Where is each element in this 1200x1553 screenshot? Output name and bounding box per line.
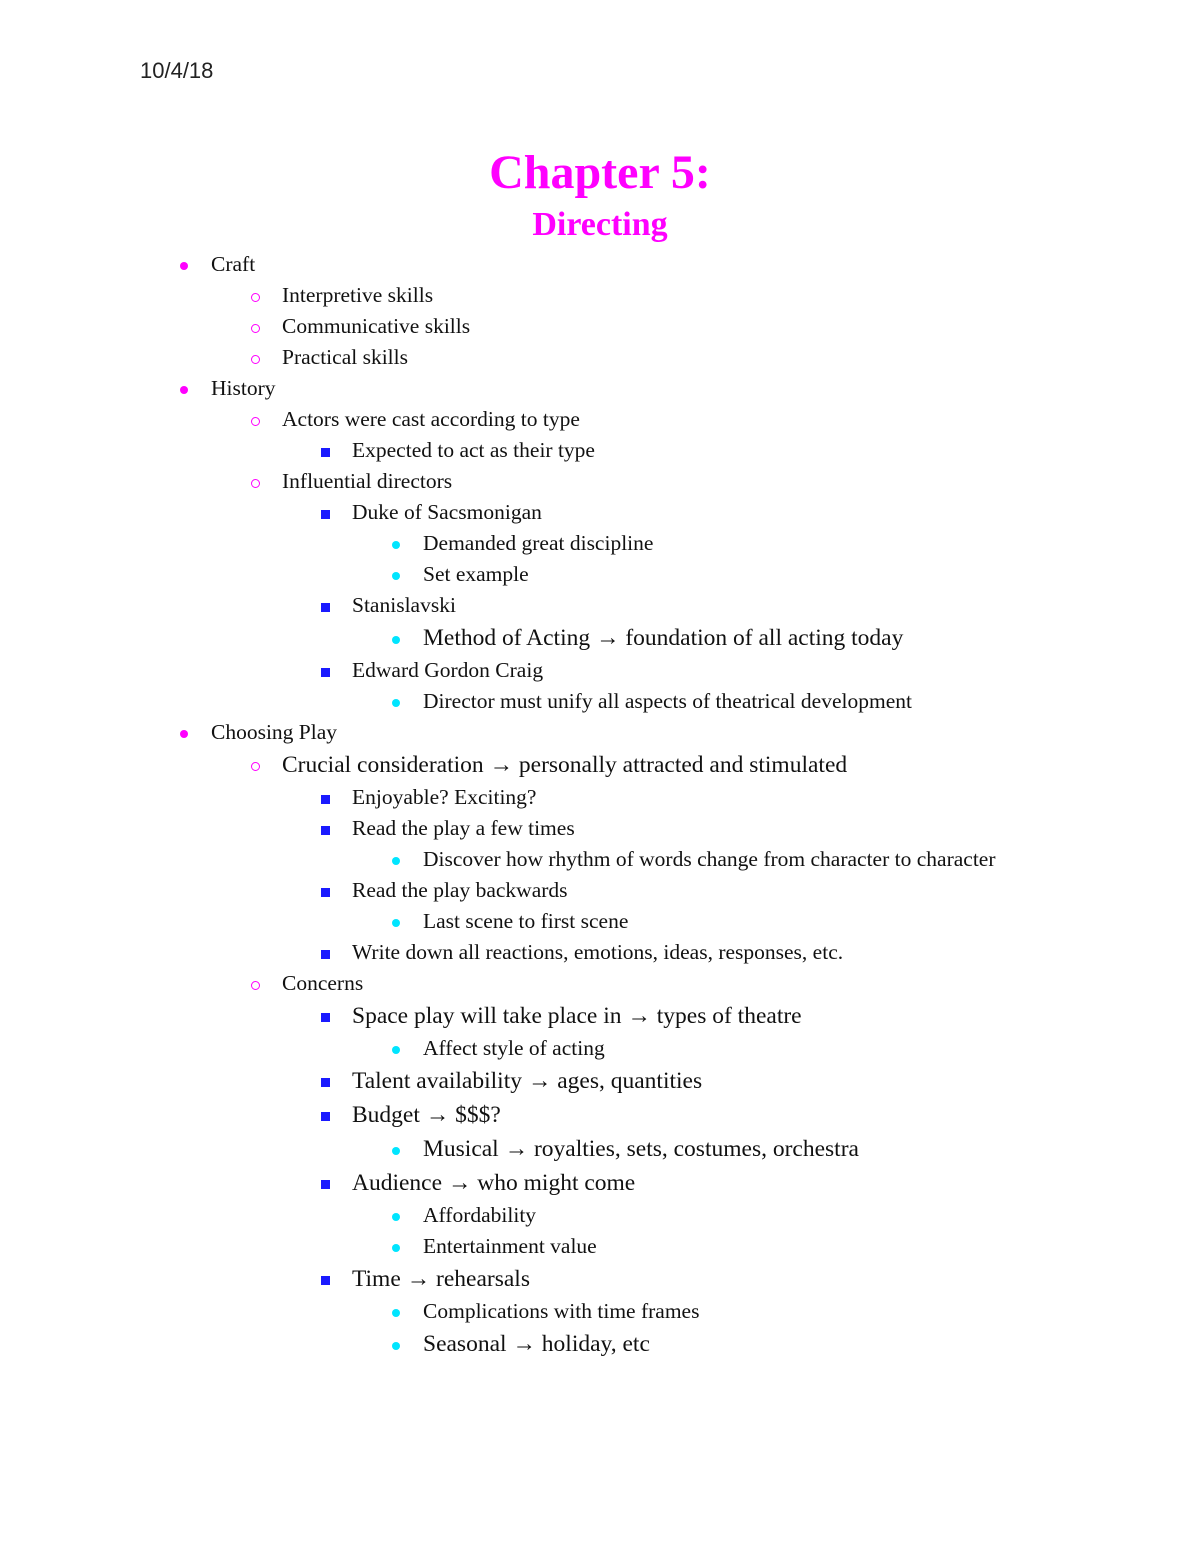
filled-square-icon [318, 782, 332, 813]
outline-item-text: Enjoyable? Exciting? [352, 785, 537, 809]
filled-circle-icon [389, 1200, 403, 1231]
outline-item-level-1 [0, 249, 1200, 280]
filled-circle-icon [389, 559, 403, 590]
outline-item-level-4 [0, 1033, 1200, 1064]
outline-item-text: Complications with time frames [423, 1299, 700, 1323]
outline-item-text: Duke of Sacsmonigan [352, 500, 542, 524]
outline-item-text: Crucial consideration → personally attracted and stimulated [282, 752, 848, 778]
outline-item-level-3 [0, 1098, 1200, 1132]
outline-item-level-2 [0, 280, 1200, 311]
outline-item-level-3 [0, 1262, 1200, 1296]
filled-square-icon-mark [321, 795, 330, 804]
filled-square-icon-mark [321, 826, 330, 835]
outline-item-text: Interpretive skills [282, 283, 434, 307]
filled-circle-icon-mark [392, 1342, 400, 1350]
filled-circle-icon-mark [392, 919, 400, 927]
outline-item-text: Influential directors [282, 469, 453, 493]
filled-circle-icon [389, 528, 403, 559]
outline-item-text: Musical → royalties, sets, costumes, orchestra [423, 1136, 859, 1162]
chapter-title: Chapter 5: [489, 146, 711, 199]
filled-square-icon-mark [321, 1112, 330, 1121]
hollow-circle-icon [248, 311, 262, 342]
outline-item-text: History [211, 376, 276, 400]
hollow-circle-icon-mark [251, 981, 260, 990]
filled-circle-icon [177, 249, 191, 280]
filled-square-icon [318, 999, 332, 1033]
filled-circle-icon [389, 906, 403, 937]
hollow-circle-icon [248, 968, 262, 999]
filled-circle-icon-mark [392, 636, 400, 644]
filled-circle-icon [389, 621, 403, 655]
outline-item-text: Method of Acting → foundation of all acting today [423, 625, 904, 651]
outline-item-text: Entertainment value [423, 1234, 597, 1258]
filled-circle-icon-mark [180, 262, 188, 270]
outline-item-text: Affordability [423, 1203, 537, 1227]
hollow-circle-icon [248, 342, 262, 373]
filled-square-icon-mark [321, 1078, 330, 1087]
filled-circle-icon [177, 717, 191, 748]
outline-item-level-4 [0, 559, 1200, 590]
outline-item-level-3 [0, 435, 1200, 466]
outline-item-level-2 [0, 342, 1200, 373]
hollow-circle-icon-mark [251, 417, 260, 426]
outline-item-level-3 [0, 1064, 1200, 1098]
outline-item-text: Read the play backwards [352, 878, 568, 902]
outline-item-level-4 [0, 686, 1200, 717]
filled-circle-icon-mark [392, 1213, 400, 1221]
filled-square-icon-mark [321, 1013, 330, 1022]
filled-square-icon [318, 1166, 332, 1200]
outline-item-level-2 [0, 404, 1200, 435]
hollow-circle-icon [248, 748, 262, 782]
hollow-circle-icon-mark [251, 293, 260, 302]
filled-circle-icon [389, 686, 403, 717]
filled-circle-icon-mark [392, 541, 400, 549]
filled-square-icon [318, 1262, 332, 1296]
outline-item-level-3 [0, 875, 1200, 906]
hollow-circle-icon-mark [251, 324, 260, 333]
outline-item-text: Read the play a few times [352, 816, 575, 840]
filled-circle-icon [389, 1296, 403, 1327]
outline-item-text: Concerns [282, 971, 364, 995]
filled-circle-icon-mark [392, 1147, 400, 1155]
outline-item-text: Set example [423, 562, 529, 586]
outline-item-level-4 [0, 1327, 1200, 1361]
filled-square-icon [318, 1064, 332, 1098]
outline-item-level-4 [0, 621, 1200, 655]
hollow-circle-icon [248, 404, 262, 435]
outline-item-level-2 [0, 466, 1200, 497]
outline-item-text: Demanded great discipline [423, 531, 654, 555]
outline-item-level-3 [0, 813, 1200, 844]
outline-item-text: Stanislavski [352, 593, 456, 617]
outline-item-text: Talent availability → ages, quantities [352, 1068, 703, 1094]
outline-item-text: Practical skills [282, 345, 408, 369]
outline-item-text: Space play will take place in → types of theatre [352, 1003, 802, 1029]
outline-item-text: Affect style of acting [423, 1036, 605, 1060]
outline-item-text: Choosing Play [211, 720, 338, 744]
filled-circle-icon-mark [180, 730, 188, 738]
outline-item-text: Time → rehearsals [352, 1266, 530, 1292]
outline-item-level-4 [0, 1200, 1200, 1231]
hollow-circle-icon-mark [251, 479, 260, 488]
outline-item-level-4 [0, 528, 1200, 559]
outline-item-level-2 [0, 311, 1200, 342]
filled-circle-icon-mark [392, 1309, 400, 1317]
filled-square-icon [318, 813, 332, 844]
filled-square-icon-mark [321, 510, 330, 519]
hollow-circle-icon-mark [251, 762, 260, 771]
filled-square-icon-mark [321, 603, 330, 612]
filled-circle-icon-mark [392, 1244, 400, 1252]
date-header: 10/4/18 [140, 58, 214, 83]
filled-square-icon [318, 655, 332, 686]
outline-item-level-2 [0, 748, 1200, 782]
chapter-subtitle: Directing [532, 206, 668, 243]
outline-item-level-3 [0, 497, 1200, 528]
outline-item-text: Craft [211, 252, 256, 276]
outline-item-level-3 [0, 655, 1200, 686]
outline-item-level-3 [0, 999, 1200, 1033]
outline-item-level-1 [0, 373, 1200, 404]
filled-circle-icon-mark [392, 572, 400, 580]
filled-square-icon-mark [321, 1180, 330, 1189]
outline-item-level-4 [0, 844, 1200, 875]
outline-item-text: Actors were cast according to type [282, 407, 580, 431]
filled-square-icon-mark [321, 950, 330, 959]
filled-circle-icon [389, 1327, 403, 1361]
filled-circle-icon-mark [180, 386, 188, 394]
filled-square-icon [318, 590, 332, 621]
outline-item-level-3 [0, 782, 1200, 813]
outline-item-level-2 [0, 968, 1200, 999]
filled-circle-icon-mark [392, 1046, 400, 1054]
filled-square-icon [318, 1098, 332, 1132]
filled-square-icon-mark [321, 668, 330, 677]
filled-square-icon-mark [321, 888, 330, 897]
filled-circle-icon-mark [392, 699, 400, 707]
filled-circle-icon [177, 373, 191, 404]
outline-item-text: Budget → $$$? [352, 1102, 501, 1128]
outline-item-text: Discover how rhythm of words change from character to character [423, 847, 996, 871]
filled-square-icon [318, 497, 332, 528]
notes-outline [0, 249, 1200, 1361]
filled-square-icon [318, 937, 332, 968]
outline-item-text: Edward Gordon Craig [352, 658, 544, 682]
outline-item-level-3 [0, 590, 1200, 621]
outline-item-level-4 [0, 1231, 1200, 1262]
outline-item-level-4 [0, 1132, 1200, 1166]
hollow-circle-icon [248, 466, 262, 497]
outline-item-text: Communicative skills [282, 314, 471, 338]
outline-item-text: Seasonal → holiday, etc [423, 1331, 650, 1357]
outline-item-text: Director must unify all aspects of theatrical development [423, 689, 912, 713]
outline-item-text: Audience → who might come [352, 1170, 636, 1196]
filled-circle-icon [389, 1132, 403, 1166]
outline-item-text: Last scene to first scene [423, 909, 629, 933]
outline-item-level-3 [0, 1166, 1200, 1200]
filled-square-icon-mark [321, 1276, 330, 1285]
filled-circle-icon [389, 844, 403, 875]
outline-item-text: Write down all reactions, emotions, ideas, responses, etc. [352, 940, 844, 964]
outline-item-level-1 [0, 717, 1200, 748]
outline-item-text: Expected to act as their type [352, 438, 595, 462]
outline-item-level-4 [0, 1296, 1200, 1327]
filled-square-icon [318, 875, 332, 906]
filled-circle-icon [389, 1231, 403, 1262]
filled-circle-icon-mark [392, 857, 400, 865]
filled-square-icon-mark [321, 448, 330, 457]
outline-item-level-3 [0, 937, 1200, 968]
hollow-circle-icon-mark [251, 355, 260, 364]
hollow-circle-icon [248, 280, 262, 311]
filled-circle-icon [389, 1033, 403, 1064]
outline-item-level-4 [0, 906, 1200, 937]
filled-square-icon [318, 435, 332, 466]
